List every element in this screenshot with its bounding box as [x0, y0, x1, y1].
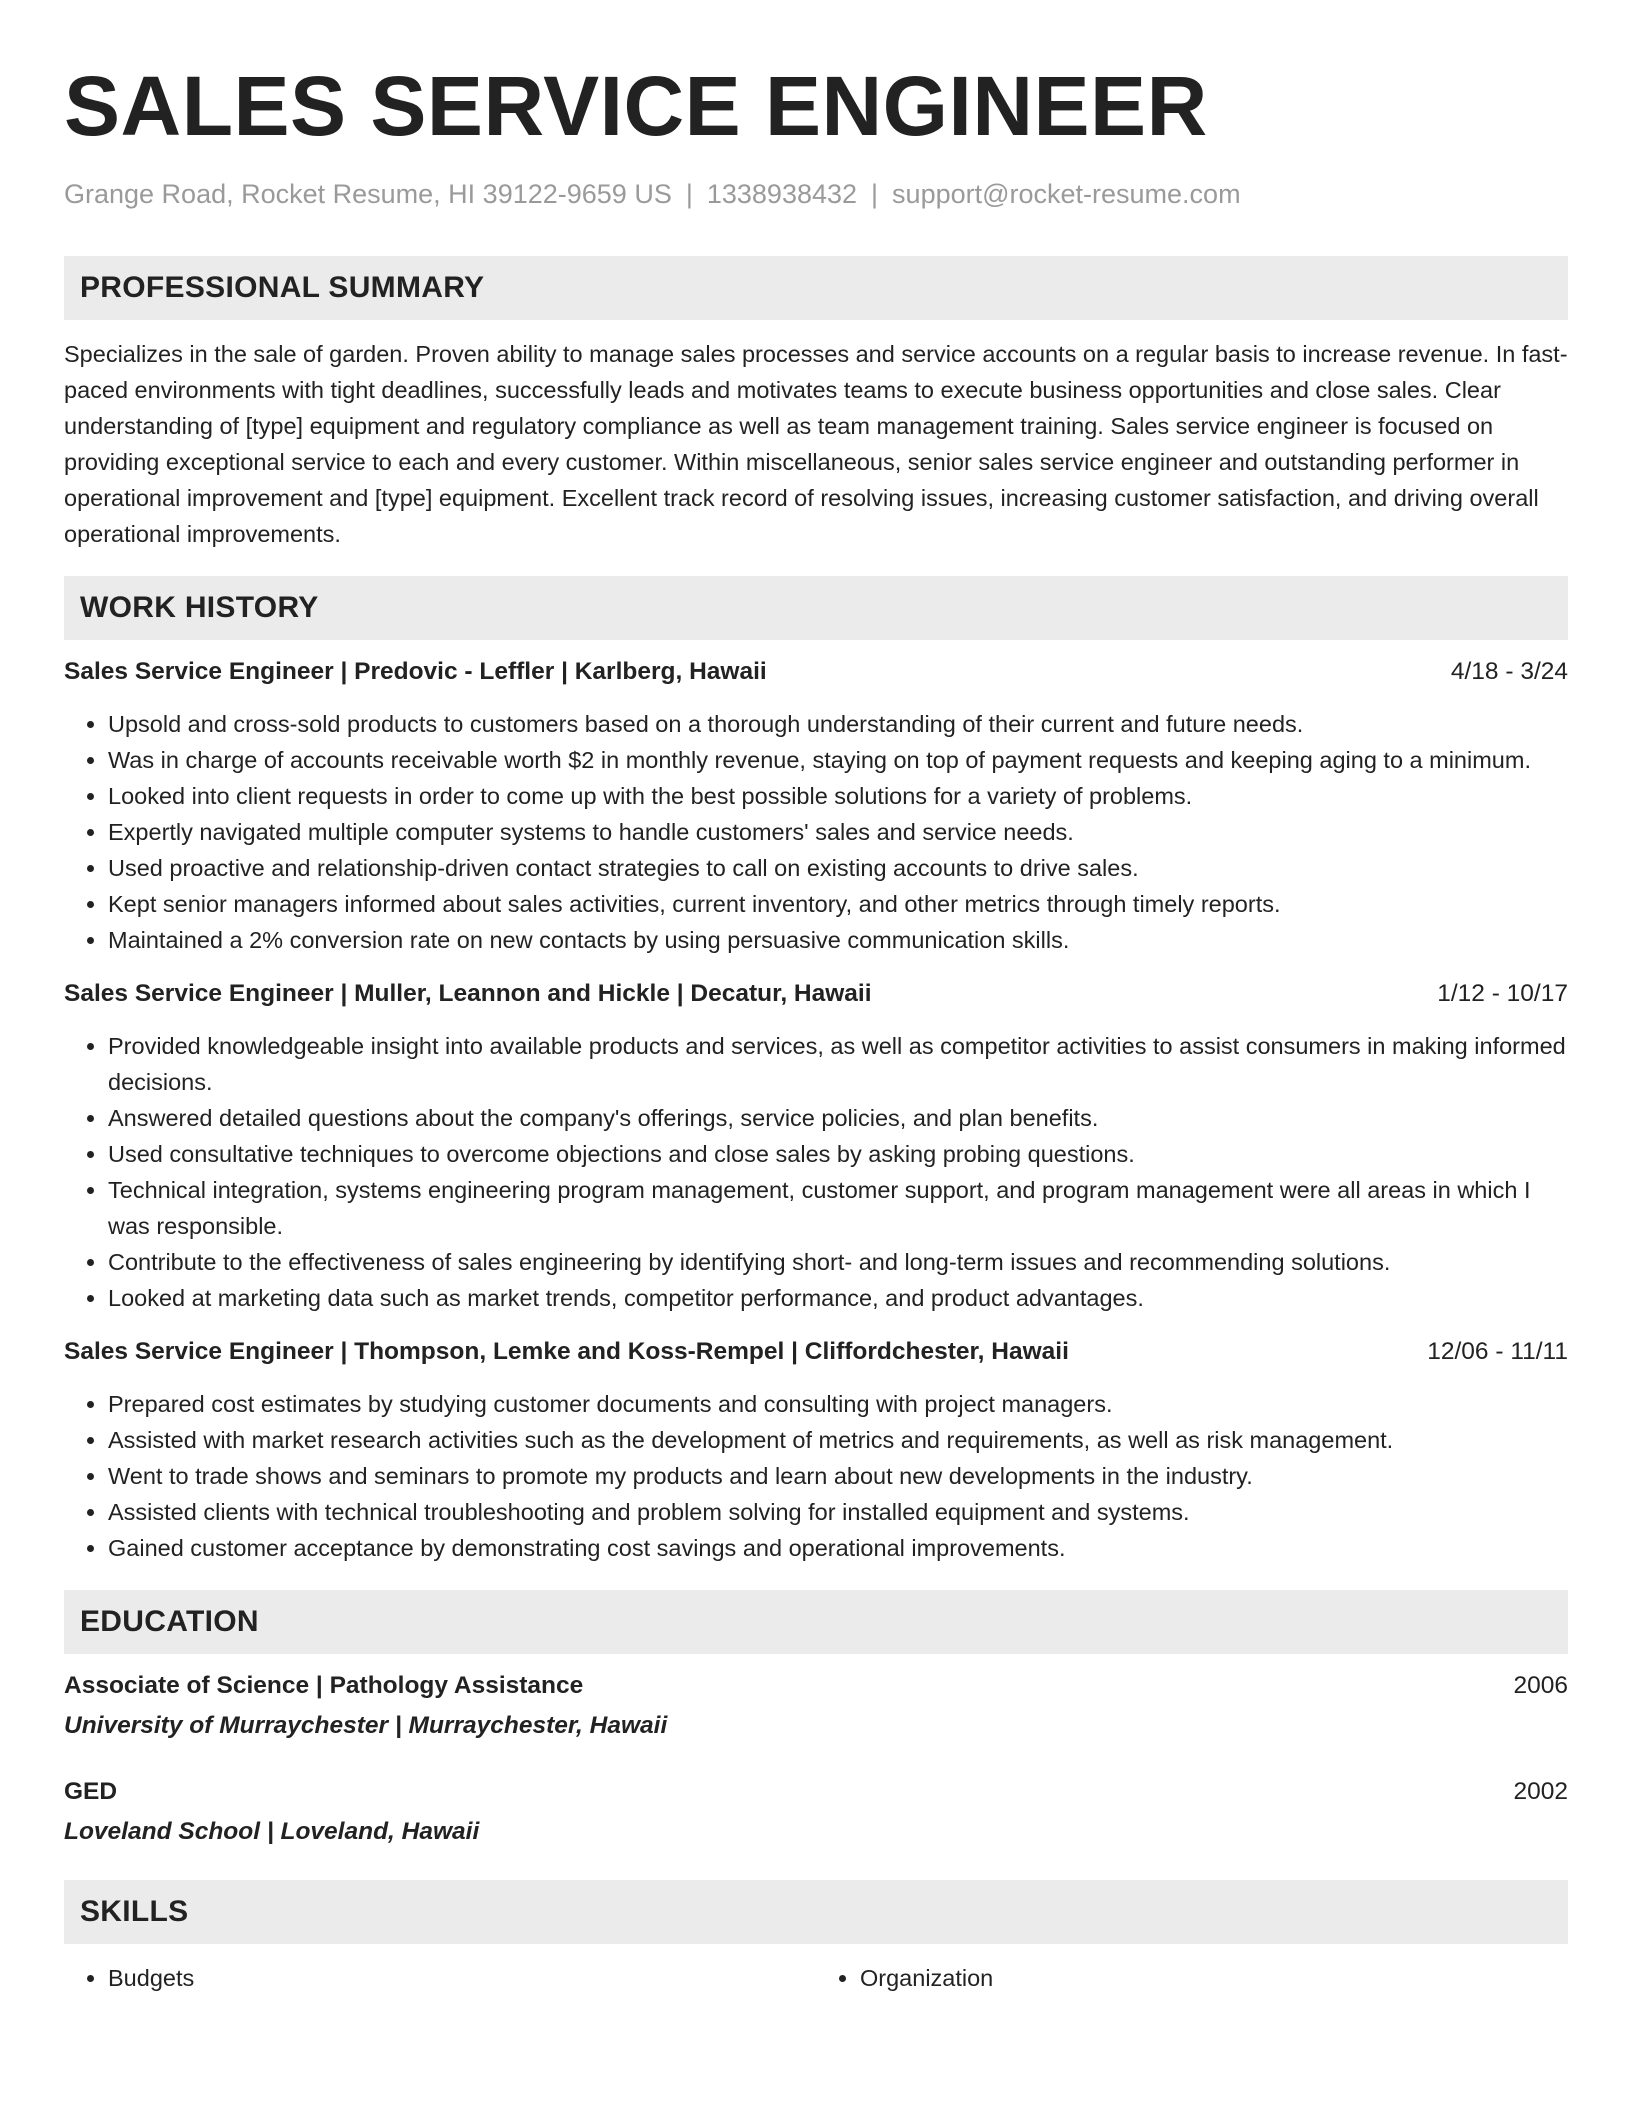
section-header-skills: SKILLS	[64, 1880, 1568, 1944]
job-title: Sales Service Engineer | Muller, Leannon and Hickle | Decatur, Hawaii	[64, 980, 872, 1007]
job-dates: 4/18 - 3/24	[1450, 658, 1568, 685]
list-item: • Contribute to the effectiveness of sales engineering by identifying short- and long-term issues and recommending solutions.	[108, 1244, 1568, 1280]
job-entry	[64, 1334, 1568, 1566]
job-bullet-list	[64, 1386, 1568, 1566]
job-bullet-list	[64, 1028, 1568, 1316]
list-item: • Assisted clients with technical troubleshooting and problem solving for installed equipment and systems.	[108, 1494, 1568, 1530]
skills-list-right	[816, 1960, 1568, 1996]
job-dates: 12/06 - 11/11	[1427, 1338, 1568, 1365]
list-item: • Technical integration, systems engineering program management, customer support, and program management were all areas in which I was responsible.	[108, 1172, 1568, 1244]
list-item: • Looked at marketing data such as market trends, competitor performance, and product advantages.	[108, 1280, 1568, 1316]
education-entry	[64, 1668, 1568, 1744]
list-item: • Was in charge of accounts receivable worth $2 in monthly revenue, staying on top of payment requests and keeping aging to a minimum.	[108, 742, 1568, 778]
education-entry	[64, 1774, 1568, 1850]
job-heading-row	[64, 1334, 1568, 1370]
education-heading-row	[64, 1668, 1568, 1704]
skill-item: • Budgets	[108, 1960, 816, 1996]
job-heading-row	[64, 654, 1568, 690]
education-year: 2006	[1513, 1672, 1568, 1699]
list-item: • Answered detailed questions about the company's offerings, service policies, and plan benefits.	[108, 1100, 1568, 1136]
section-header-work-history: WORK HISTORY	[64, 576, 1568, 640]
contact-address: Grange Road, Rocket Resume, HI 39122-9659 US	[64, 179, 672, 209]
list-item: • Maintained a 2% conversion rate on new contacts by using persuasive communication skills.	[108, 922, 1568, 958]
education-degree: GED	[64, 1778, 118, 1805]
list-item: • Used proactive and relationship-driven contact strategies to call on existing accounts to drive sales.	[108, 850, 1568, 886]
contact-email: support@rocket-resume.com	[892, 179, 1241, 209]
contact-separator: |	[685, 179, 693, 209]
resume-name: SALES SERVICE ENGINEER	[64, 59, 1208, 153]
list-item: • Assisted with market research activities such as the development of metrics and requirements, as well as risk management.	[108, 1422, 1568, 1458]
job-title: Sales Service Engineer | Thompson, Lemke and Koss-Rempel | Cliffordchester, Hawaii	[64, 1338, 1069, 1365]
education-school: Loveland School | Loveland, Hawaii	[64, 1818, 480, 1845]
contact-line	[64, 176, 1568, 212]
list-item: • Expertly navigated multiple computer systems to handle customers' sales and service needs.	[108, 814, 1568, 850]
job-entry	[64, 976, 1568, 1316]
list-item: • Gained customer acceptance by demonstrating cost savings and operational improvements.	[108, 1530, 1568, 1566]
job-entry	[64, 654, 1568, 958]
skill-item: • Organization	[860, 1960, 1568, 1996]
list-item: • Prepared cost estimates by studying customer documents and consulting with project managers.	[108, 1386, 1568, 1422]
list-item: • Used consultative techniques to overcome objections and close sales by asking probing questions.	[108, 1136, 1568, 1172]
education-degree: Associate of Science | Pathology Assistance	[64, 1672, 584, 1699]
list-item: • Upsold and cross-sold products to customers based on a thorough understanding of their current and future needs.	[108, 706, 1568, 742]
job-dates: 1/12 - 10/17	[1437, 980, 1568, 1007]
skills-columns	[64, 1960, 1568, 1996]
education-year: 2002	[1513, 1778, 1568, 1805]
job-bullet-list	[64, 706, 1568, 958]
list-item: • Provided knowledgeable insight into available products and services, as well as competitor activities to assist consumers in making informed decisions.	[108, 1028, 1568, 1100]
list-item: • Kept senior managers informed about sales activities, current inventory, and other metrics through timely reports.	[108, 886, 1568, 922]
contact-separator: |	[871, 179, 879, 209]
education-heading-row	[64, 1774, 1568, 1810]
skills-list-left	[64, 1960, 816, 1996]
job-title: Sales Service Engineer | Predovic - Leffler | Karlberg, Hawaii	[64, 658, 767, 685]
list-item: • Went to trade shows and seminars to promote my products and learn about new developments in the industry.	[108, 1458, 1568, 1494]
section-header-education: EDUCATION	[64, 1590, 1568, 1654]
summary-text: Specializes in the sale of garden. Proven ability to manage sales processes and service accounts on a regular basis to increase revenue. In fast-paced environments with tight deadlines, successfully leads and motivates teams to execute business opportunities and close sales. Clear understanding of [type] equipment and regulatory compliance as well as team management training. Sales service engineer is focused on providing exceptional service to each and every customer. Within miscellaneous, senior sales service engineer and outstanding performer in operational improvement and [type] equipment. Excellent track record of resolving issues, increasing customer satisfaction, and driving overall operational improvements.	[64, 341, 1568, 547]
job-heading-row	[64, 976, 1568, 1012]
section-header-summary: PROFESSIONAL SUMMARY	[64, 256, 1568, 320]
contact-phone: 1338938432	[706, 179, 858, 209]
education-school: University of Murraychester | Murraychester, Hawaii	[64, 1712, 668, 1739]
list-item: • Looked into client requests in order to come up with the best possible solutions for a variety of problems.	[108, 778, 1568, 814]
